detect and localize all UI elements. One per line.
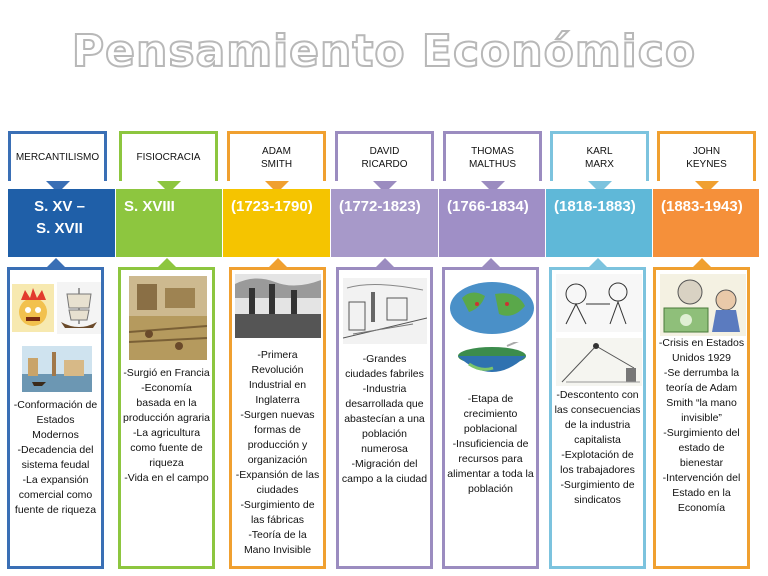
period-label: S. XVIII <box>124 198 175 215</box>
period-thomas-malthus <box>439 189 545 257</box>
page-title: Pensamiento Económico <box>71 26 697 77</box>
globe-bowl-illustration <box>455 342 529 380</box>
period-fisiocracia <box>116 189 222 257</box>
period-david-ricardo <box>331 189 438 257</box>
period-karl-marx <box>546 189 652 257</box>
card-description: -Crisis en Estados Unidos 1929 -Se derrumba la teoría de Adam Smith “la mano invisible” -Surgimiento del estado de bienestar -Intervención del Estado en la Economía <box>658 337 745 514</box>
period-label: (1883-1943) <box>661 198 743 215</box>
period-mercantilismo <box>8 189 115 257</box>
card-description: -Descontento con las consecuencias de la industria capitalista -Explotación de los trabajadores -Surgimiento de sindicatos <box>554 389 641 506</box>
header-label: KARL MARX <box>585 145 614 170</box>
card-thomas-malthus <box>442 267 539 569</box>
crane-workers-illustration <box>556 338 642 386</box>
factory-smokestacks-illustration <box>235 274 321 338</box>
header-label: FISIOCRACIA <box>136 152 201 163</box>
card-description: -Grandes ciudades fabriles -Industria desarrollada que abastecían a una población numerosa -Migración del campo a la ciudad <box>341 353 428 485</box>
header-thomas-malthus <box>443 131 542 181</box>
card-john-keynes <box>653 267 750 569</box>
card-fisiocracia <box>118 267 215 569</box>
worker-cartoon-illustration <box>556 274 642 332</box>
card-karl-marx <box>549 267 646 569</box>
money-crisis-cartoon-illustration <box>660 274 746 336</box>
header-label: MERCANTILISMO <box>15 152 100 163</box>
header-mercantilismo <box>8 131 107 181</box>
header-label: ADAM SMITH <box>260 145 293 170</box>
header-fisiocracia <box>119 131 218 181</box>
card-description: -Conformación de Estados Modernos -Decadencia del sistema feudal -La expansión comercial como fuente de riqueza <box>13 399 98 516</box>
header-label: THOMAS MALTHUS <box>468 145 517 170</box>
period-adam-smith <box>223 189 330 257</box>
card-mercantilismo <box>7 267 104 569</box>
header-label: DAVID RICARDO <box>361 145 408 170</box>
card-david-ricardo <box>336 267 433 569</box>
period-john-keynes <box>653 189 759 257</box>
card-description: -Etapa de crecimiento poblacional -Insuficiencia de recursos para alimentar a toda la población <box>447 393 534 495</box>
sailing-ship-illustration <box>57 282 101 334</box>
king-cartoon-illustration <box>12 284 54 332</box>
farming-scene-illustration <box>129 276 207 360</box>
header-david-ricardo <box>335 131 434 181</box>
period-label: S. XV – S. XVII <box>34 198 85 237</box>
card-adam-smith <box>229 267 326 569</box>
card-description: -Surgió en Francia -Economía basada en la producción agraria -La agricultura como fuente de riqueza -Vida en el campo <box>123 367 210 484</box>
period-label: (1772-1823) <box>339 198 421 215</box>
header-john-keynes <box>657 131 756 181</box>
header-label: JOHN KEYNES <box>686 145 727 170</box>
crowded-world-illustration <box>447 276 537 336</box>
venice-harbor-illustration <box>22 346 92 392</box>
industrial-city-engraving-illustration <box>343 278 427 344</box>
header-karl-marx <box>550 131 649 181</box>
period-label: (1723-1790) <box>231 198 313 215</box>
header-adam-smith <box>227 131 326 181</box>
period-label: (1766-1834) <box>447 198 529 215</box>
card-description: -Primera Revolución Industrial en Inglaterra -Surgen nuevas formas de producción y organización -Expansión de las ciudades -Surgimiento de las fábricas -Teoría de la Mano Invisible <box>235 349 320 556</box>
period-label: (1818-1883) <box>554 198 636 215</box>
